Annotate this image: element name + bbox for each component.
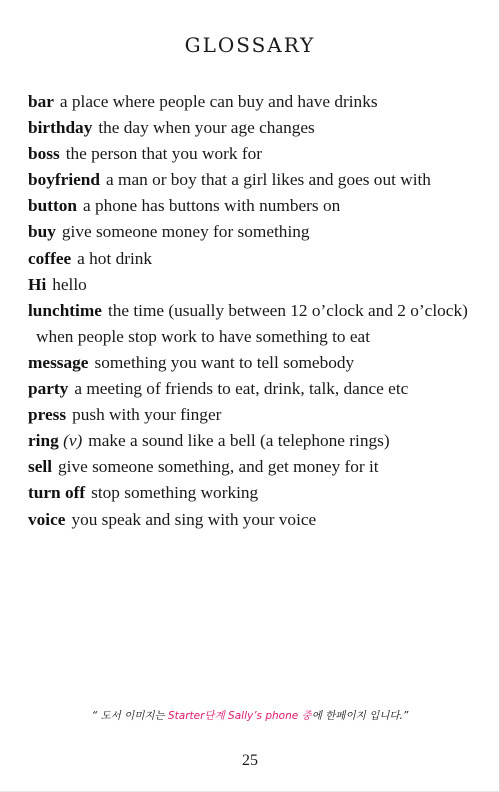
glossary-entry: [28, 272, 478, 298]
glossary-definition: the time (usually between 12 o’clock and 2 o’clock) when people stop work to have something to eat: [36, 300, 468, 346]
glossary-term: voice: [28, 509, 66, 529]
glossary-definition: hello: [52, 274, 87, 294]
caption-prefix: “ 도서 이미지는: [91, 710, 168, 722]
glossary-term: birthday: [28, 118, 93, 138]
glossary-term: bar: [28, 92, 54, 111]
glossary-entry: [28, 480, 478, 506]
glossary-definition: a phone has buttons with numbers on: [82, 196, 341, 216]
caption-highlight: Starter단계 Sally’s phone 중: [168, 710, 312, 722]
caption-suffix: 에 한페이지 입니다.”: [311, 710, 409, 722]
glossary-entry: [28, 350, 478, 376]
glossary-term: coffee: [28, 248, 72, 268]
glossary-entry: [28, 167, 478, 193]
glossary-entry: [28, 376, 478, 402]
glossary-definition: a hot drink: [77, 248, 153, 268]
glossary-entry: [28, 89, 478, 115]
glossary-term: boyfriend: [28, 170, 101, 190]
glossary-term: turn off: [28, 483, 86, 503]
glossary-entry: [28, 298, 486, 350]
glossary-definition: a man or boy that a girl likes and goes out with: [106, 170, 431, 190]
glossary-entry: [28, 219, 478, 245]
glossary-entry: [28, 115, 478, 141]
glossary-term: sell: [28, 457, 52, 477]
glossary-definition: the day when your age changes: [98, 118, 315, 138]
glossary-entry: [28, 246, 478, 272]
glossary-definition: make a sound like a bell (a telephone rings): [88, 431, 390, 451]
glossary-list: [28, 89, 478, 533]
glossary-definition: you speak and sing with your voice: [71, 509, 317, 529]
glossary-definition: a meeting of friends to eat, drink, talk, dance etc: [74, 379, 409, 399]
glossary-definition: give someone something, and get money for it: [58, 457, 379, 477]
glossary-definition: give someone money for something: [61, 222, 310, 242]
glossary-entry: [28, 428, 478, 454]
glossary-term: buy: [28, 222, 56, 242]
glossary-entry: [28, 402, 478, 428]
glossary-term: party: [28, 379, 69, 399]
part-of-speech: (v): [63, 431, 83, 451]
glossary-definition: stop something working: [91, 483, 259, 503]
glossary-term: Hi: [28, 274, 47, 294]
glossary-entry: [28, 193, 478, 219]
glossary-term: press: [28, 405, 67, 425]
glossary-definition: something you want to tell somebody: [94, 352, 355, 372]
glossary-term: ring: [28, 431, 59, 451]
glossary-entry: [28, 507, 478, 533]
glossary-definition: push with your finger: [72, 405, 222, 425]
glossary-definition: the person that you work for: [65, 144, 262, 164]
glossary-term: message: [28, 352, 89, 372]
glossary-entry: [28, 454, 478, 480]
glossary-entry: [28, 141, 478, 167]
page-number: 25: [242, 752, 258, 769]
image-caption-note: [0, 708, 500, 723]
glossary-term: button: [28, 196, 77, 216]
glossary-term: lunchtime: [28, 300, 102, 320]
page-title: GLOSSARY: [184, 33, 316, 57]
glossary-definition: a place where people can buy and have drinks: [59, 92, 378, 111]
glossary-term: boss: [28, 144, 60, 164]
